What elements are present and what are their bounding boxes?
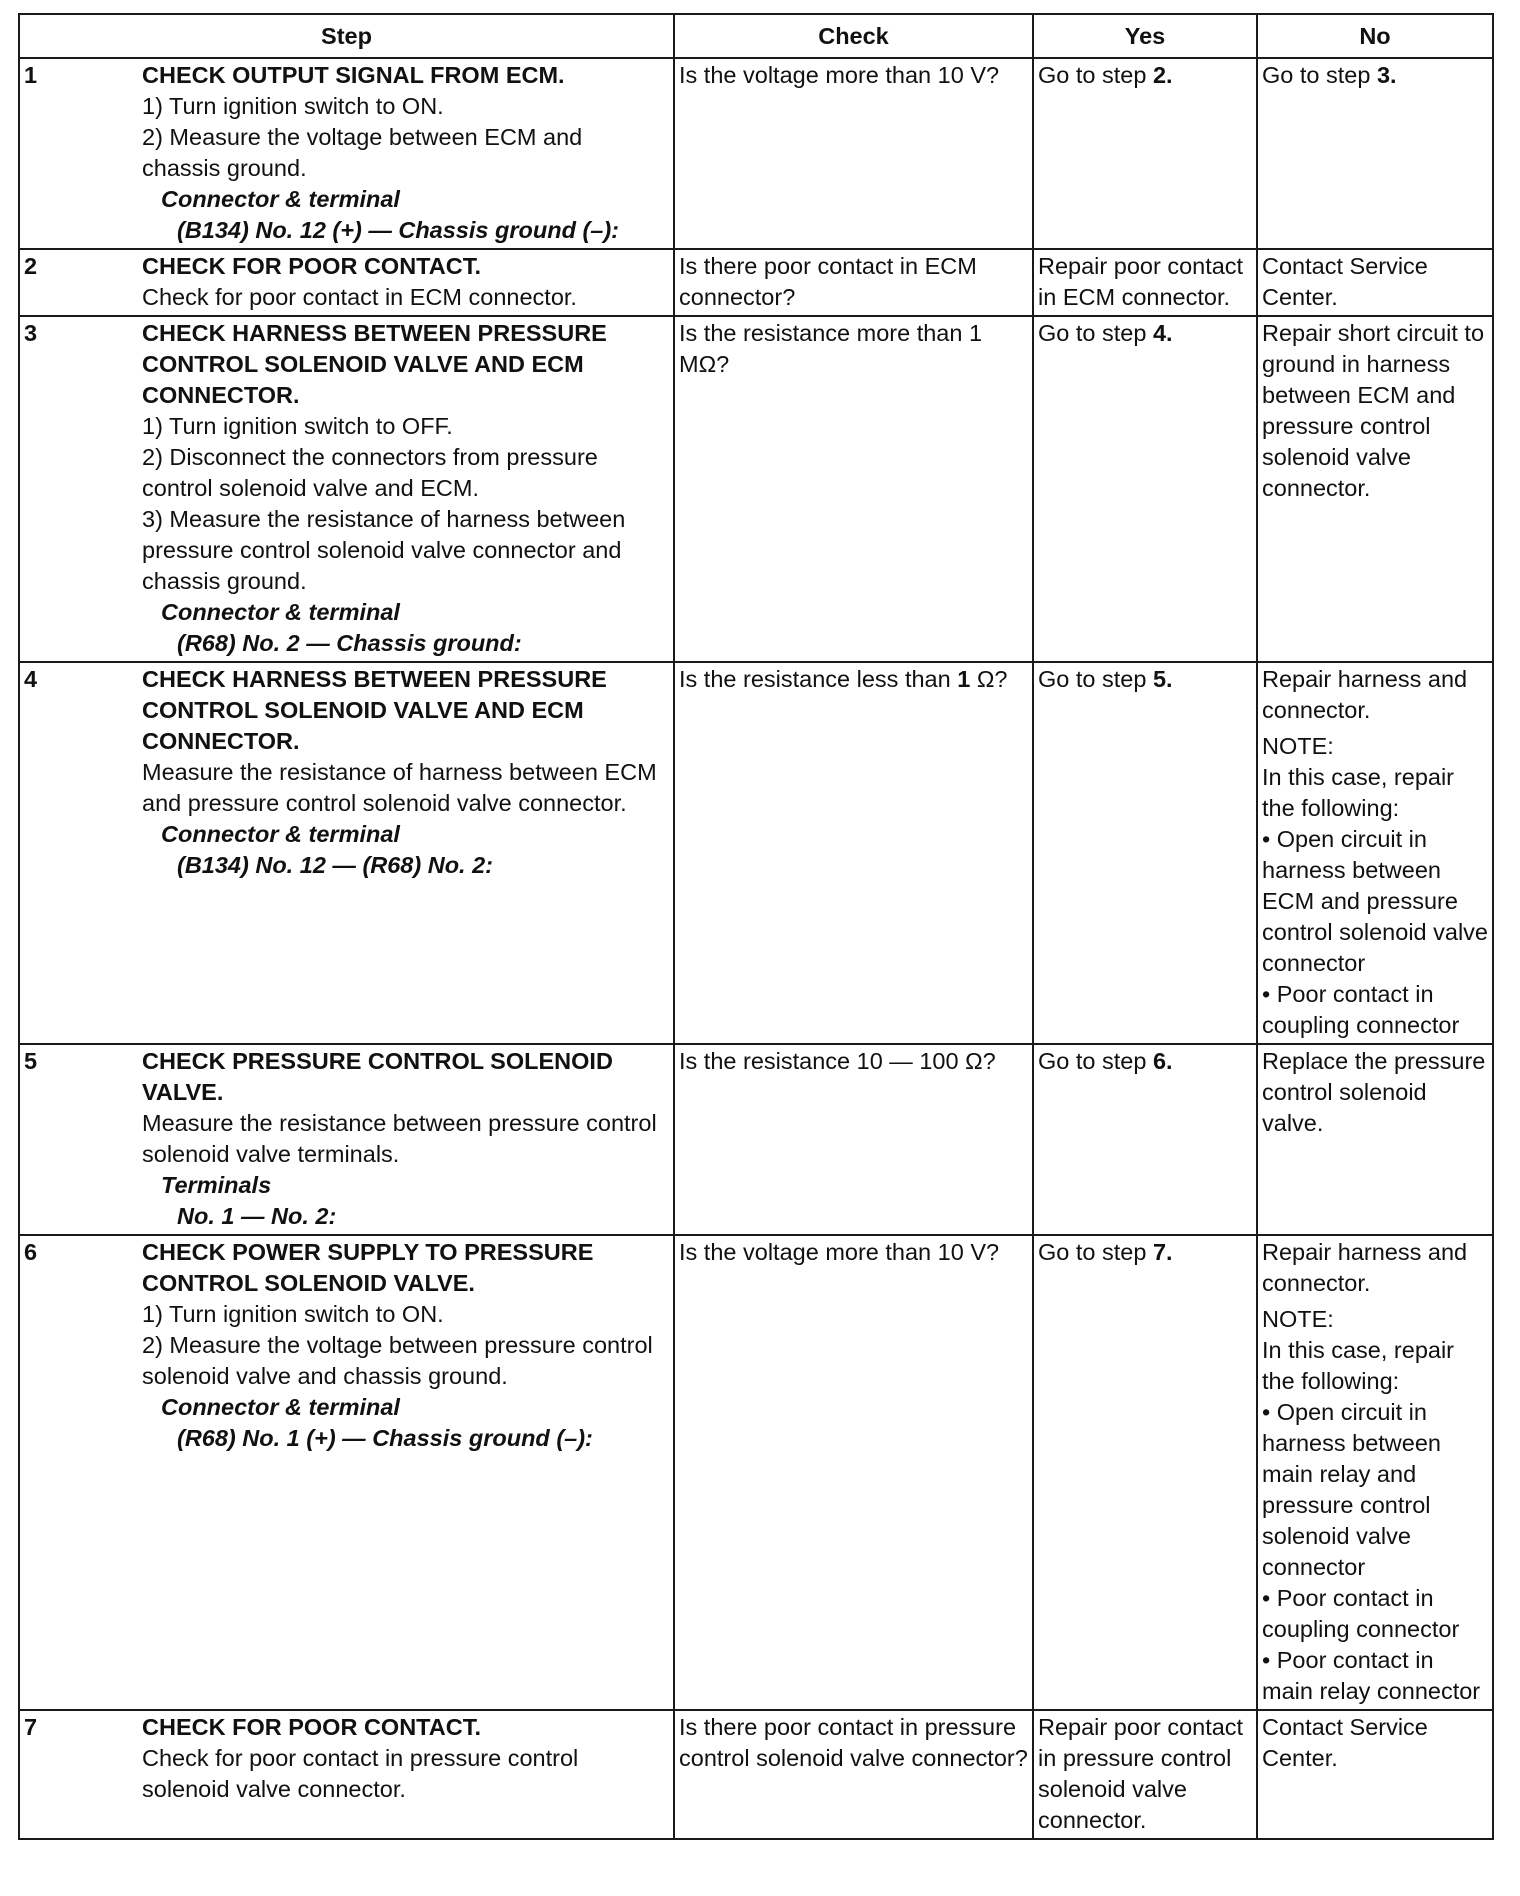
no-cell <box>1257 662 1493 1044</box>
no-cell <box>1257 1235 1493 1710</box>
step-cell <box>19 249 674 316</box>
step-number: 6 <box>24 1239 38 1265</box>
no-cell: Contact Service Center. <box>1257 249 1493 316</box>
yes-text: Go to step <box>1038 666 1153 692</box>
connector-label: Connector & terminal <box>161 599 400 625</box>
yes-cell <box>1033 662 1257 1044</box>
yes-cell <box>1033 58 1257 249</box>
table-row <box>19 58 1493 249</box>
no-cell: Repair short circuit to ground in harness between ECM and pressure control solenoid valve connector. <box>1257 316 1493 662</box>
step-title: CHECK FOR POOR CONTACT. <box>142 1714 482 1740</box>
check-cell: Is the voltage more than 10 V? <box>674 1235 1033 1710</box>
check-cell: Is the resistance 10 — 100 Ω? <box>674 1044 1033 1235</box>
diagnostic-table <box>18 13 1494 1840</box>
no-cell: Contact Service Center. <box>1257 1710 1493 1839</box>
step-cell <box>19 316 674 662</box>
no-text: Repair harness and connector. <box>1262 666 1468 723</box>
table-row <box>19 1235 1493 1710</box>
connector-value: No. 1 — No. 2: <box>177 1203 337 1229</box>
yes-cell <box>1033 1044 1257 1235</box>
yes-suffix: . <box>1166 320 1173 346</box>
yes-cell: Repair poor contact in pressure control solenoid valve connector. <box>1033 1710 1257 1839</box>
step-cell <box>19 662 674 1044</box>
yes-step-ref: 5 <box>1152 666 1167 692</box>
step-number: 3 <box>24 320 38 346</box>
step-title: CHECK OUTPUT SIGNAL FROM ECM. <box>142 62 565 88</box>
connector-value: (R68) No. 2 — Chassis ground: <box>177 630 522 656</box>
note-label: NOTE: <box>1262 1306 1334 1332</box>
connector-value: (B134) No. 12 (+) — Chassis ground (–): <box>177 217 620 243</box>
step-line: Check for poor contact in pressure control solenoid valve connector. <box>142 1745 579 1802</box>
connector-value: (B134) No. 12 — (R68) No. 2: <box>177 852 494 878</box>
step-line: 1) Turn ignition switch to OFF. <box>142 413 453 439</box>
step-cell <box>19 1044 674 1235</box>
check-text: Is the resistance less than <box>679 666 958 692</box>
step-line: Measure the resistance between pressure control solenoid valve terminals. <box>142 1110 657 1167</box>
check-cell <box>674 662 1033 1044</box>
step-line: 2) Measure the voltage between pressure control solenoid valve and chassis ground. <box>142 1332 653 1389</box>
table-row <box>19 662 1493 1044</box>
step-number: 7 <box>24 1714 38 1740</box>
step-line: 3) Measure the resistance of harness between pressure control solenoid valve connector and chassis ground. <box>142 506 626 594</box>
header-row <box>19 14 1493 58</box>
check-cell: Is there poor contact in pressure control solenoid valve connector? <box>674 1710 1033 1839</box>
step-number: 4 <box>24 666 38 692</box>
step-number: 5 <box>24 1048 38 1074</box>
step-line: 2) Disconnect the connectors from pressure control solenoid valve and ECM. <box>142 444 598 501</box>
yes-text: Go to step <box>1038 62 1153 88</box>
header-yes: Yes <box>1033 14 1257 58</box>
check-suffix: Ω? <box>970 666 1008 692</box>
yes-suffix: . <box>1166 1048 1173 1074</box>
step-line: Check for poor contact in ECM connector. <box>142 284 577 310</box>
yes-step-ref: 7 <box>1152 1239 1167 1265</box>
table-row <box>19 249 1493 316</box>
note-bullet: • Poor contact in main relay connector <box>1262 1647 1481 1704</box>
check-cell: Is there poor contact in ECM connector? <box>674 249 1033 316</box>
yes-suffix: . <box>1166 666 1173 692</box>
table-row <box>19 1710 1493 1839</box>
step-title: CHECK HARNESS BETWEEN PRESSURE CONTROL SOLENOID VALVE AND ECM CONNECTOR. <box>142 320 607 408</box>
step-cell <box>19 58 674 249</box>
step-title: CHECK FOR POOR CONTACT. <box>142 253 482 279</box>
connector-value: (R68) No. 1 (+) — Chassis ground (–): <box>177 1425 593 1451</box>
note-label: NOTE: <box>1262 733 1334 759</box>
header-step: Step <box>19 14 674 58</box>
table-row <box>19 1044 1493 1235</box>
step-line: 1) Turn ignition switch to ON. <box>142 1301 444 1327</box>
yes-step-ref: 4 <box>1152 320 1167 346</box>
yes-suffix: . <box>1166 1239 1173 1265</box>
no-text: Go to step <box>1262 62 1377 88</box>
yes-cell: Repair poor contact in ECM connector. <box>1033 249 1257 316</box>
step-title: CHECK PRESSURE CONTROL SOLENOID VALVE. <box>142 1048 613 1105</box>
table-row <box>19 316 1493 662</box>
step-cell <box>19 1235 674 1710</box>
note-bullet: • Open circuit in harness between main relay and pressure control solenoid valve connector <box>1262 1399 1441 1580</box>
yes-cell <box>1033 316 1257 662</box>
yes-text: Go to step <box>1038 1048 1153 1074</box>
no-step-ref: 3 <box>1376 62 1391 88</box>
note-intro: In this case, repair the following: <box>1262 1337 1455 1394</box>
check-value: 1 <box>957 666 971 692</box>
yes-suffix: . <box>1166 62 1173 88</box>
note-bullet: • Poor contact in coupling connector <box>1262 981 1460 1038</box>
header-no: No <box>1257 14 1493 58</box>
connector-label: Connector & terminal <box>161 1394 400 1420</box>
step-number: 1 <box>24 62 38 88</box>
yes-step-ref: 2 <box>1152 62 1167 88</box>
connector-label: Connector & terminal <box>161 186 400 212</box>
yes-step-ref: 6 <box>1152 1048 1167 1074</box>
connector-label: Connector & terminal <box>161 821 400 847</box>
header-check: Check <box>674 14 1033 58</box>
no-cell <box>1257 58 1493 249</box>
no-text: Repair harness and connector. <box>1262 1239 1468 1296</box>
step-number: 2 <box>24 253 38 279</box>
note-bullet: • Open circuit in harness between ECM and pressure control solenoid valve connector <box>1262 826 1488 976</box>
step-title: CHECK POWER SUPPLY TO PRESSURE CONTROL SOLENOID VALVE. <box>142 1239 594 1296</box>
no-cell: Replace the pressure control solenoid valve. <box>1257 1044 1493 1235</box>
yes-cell <box>1033 1235 1257 1710</box>
connector-label: Terminals <box>161 1172 272 1198</box>
no-suffix: . <box>1390 62 1397 88</box>
step-line: Measure the resistance of harness between ECM and pressure control solenoid valve connector. <box>142 759 657 816</box>
yes-text: Go to step <box>1038 1239 1153 1265</box>
note-bullet: • Poor contact in coupling connector <box>1262 1585 1460 1642</box>
step-line: 1) Turn ignition switch to ON. <box>142 93 444 119</box>
note-intro: In this case, repair the following: <box>1262 764 1455 821</box>
yes-text: Go to step <box>1038 320 1153 346</box>
step-line: 2) Measure the voltage between ECM and chassis ground. <box>142 124 583 181</box>
check-cell: Is the voltage more than 10 V? <box>674 58 1033 249</box>
check-cell: Is the resistance more than 1 MΩ? <box>674 316 1033 662</box>
step-title: CHECK HARNESS BETWEEN PRESSURE CONTROL SOLENOID VALVE AND ECM CONNECTOR. <box>142 666 607 754</box>
step-cell <box>19 1710 674 1839</box>
